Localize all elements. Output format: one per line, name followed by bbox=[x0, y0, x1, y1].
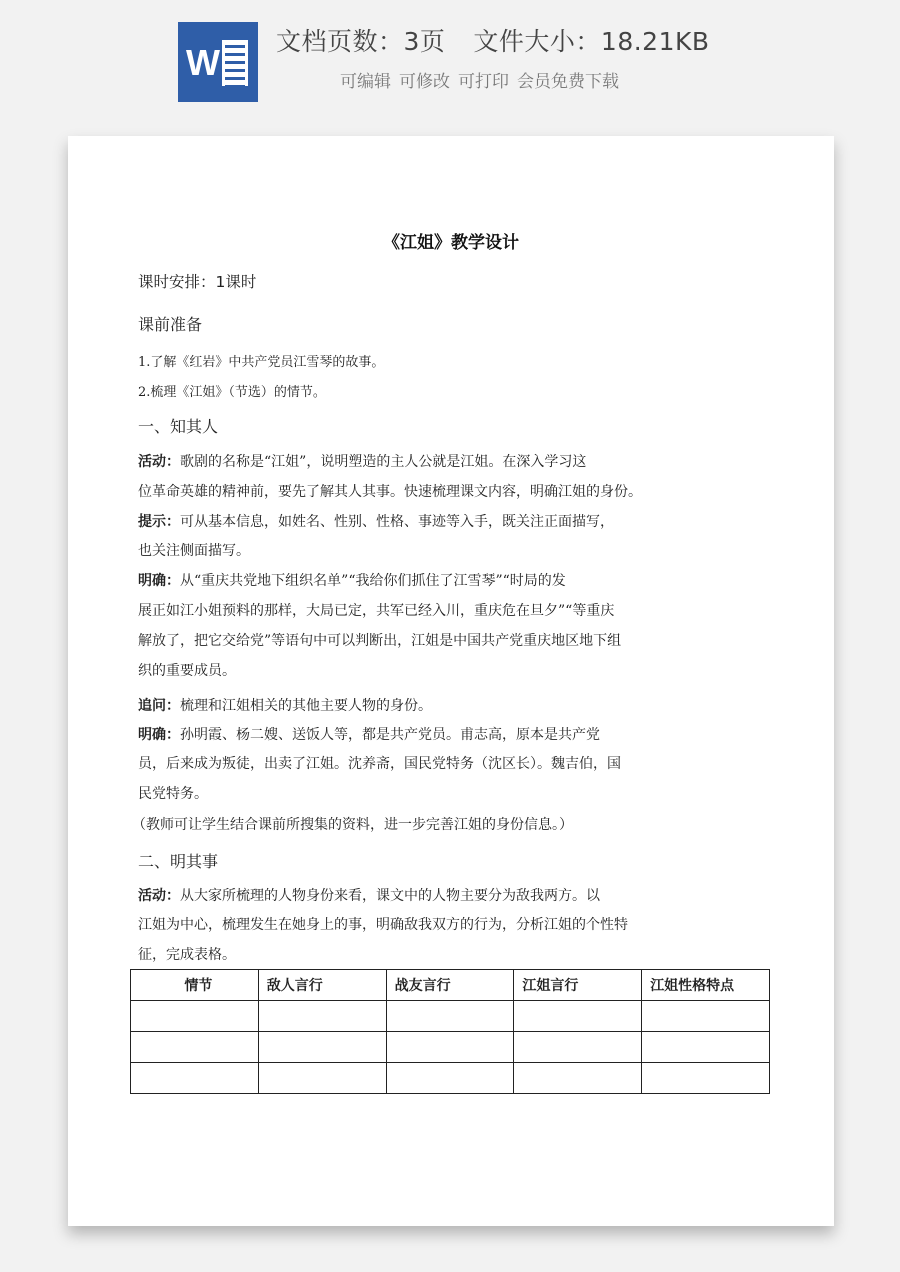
s1-activity-line-1 bbox=[138, 451, 586, 471]
col-header-jiangjie-words: 江姐言行 bbox=[514, 970, 642, 1001]
col-header-plot: 情节 bbox=[131, 970, 259, 1001]
activity-label: 活动： bbox=[138, 454, 180, 470]
col-header-character-traits: 江姐性格特点 bbox=[642, 970, 770, 1001]
paragraph-text: 从大家所梳理的人物身份来看，课文中的人物主要分为敌我两方。以 bbox=[180, 888, 600, 904]
feature-modifiable: 可修改 bbox=[399, 72, 450, 92]
document-lines-icon bbox=[222, 40, 248, 86]
table-row bbox=[131, 1001, 770, 1032]
table-cell[interactable] bbox=[642, 1032, 770, 1063]
file-size: 文件大小：18.21KB bbox=[473, 27, 710, 56]
clarify-label: 明确： bbox=[138, 727, 180, 743]
paragraph-text: 歌剧的名称是“江姐”，说明塑造的主人公就是江姐。在深入学习这 bbox=[180, 454, 587, 470]
feature-editable: 可编辑 bbox=[340, 72, 391, 92]
s1-followup-line bbox=[138, 695, 432, 715]
table-header-row bbox=[131, 970, 770, 1001]
table-row bbox=[131, 1063, 770, 1094]
word-logo-letter: W bbox=[186, 42, 220, 83]
s1-clarify2-line-3: 民党特务。 bbox=[138, 786, 208, 802]
table-cell[interactable] bbox=[514, 1063, 642, 1094]
s1-clarify-line-2: 展正如江小姐预料的那样，大局已定，共军已经入川，重庆危在旦夕”“等重庆 bbox=[138, 603, 615, 619]
followup-label: 追问： bbox=[138, 698, 180, 714]
prep-item-1: 1.了解《红岩》中共产党员江雪琴的故事。 bbox=[138, 355, 385, 370]
clarify-label: 明确： bbox=[138, 573, 180, 589]
col-header-comrade-words: 战友言行 bbox=[386, 970, 514, 1001]
s1-teacher-note: （教师可让学生结合课前所搜集的资料，进一步完善江姐的身份信息。） bbox=[132, 817, 573, 833]
table-cell[interactable] bbox=[131, 1032, 259, 1063]
s1-hint-line-2: 也关注侧面描写。 bbox=[138, 543, 250, 559]
paragraph-text: 梳理和江姐相关的其他主要人物的身份。 bbox=[180, 698, 432, 714]
s1-clarify2-line-1 bbox=[138, 724, 600, 744]
hint-label: 提示： bbox=[138, 514, 180, 530]
file-info-line bbox=[276, 22, 710, 58]
class-schedule: 课时安排：1课时 bbox=[138, 273, 257, 291]
table-cell[interactable] bbox=[386, 1032, 514, 1063]
s2-activity-line-1 bbox=[138, 885, 600, 905]
table-cell[interactable] bbox=[131, 1063, 259, 1094]
table-cell[interactable] bbox=[131, 1001, 259, 1032]
table-cell[interactable] bbox=[514, 1001, 642, 1032]
paragraph-text: 可从基本信息，如姓名、性别、性格、事迹等入手，既关注正面描写， bbox=[180, 514, 614, 530]
table-row bbox=[131, 1032, 770, 1063]
activity-label: 活动： bbox=[138, 888, 180, 904]
word-document-icon bbox=[178, 22, 258, 102]
section-1-heading: 一、知其人 bbox=[138, 417, 219, 436]
document-title: 《江姐》教学设计 bbox=[383, 233, 519, 253]
paragraph-text: 从“重庆共党地下组织名单”“我给你们抓住了江雪琴”“时局的发 bbox=[180, 573, 566, 589]
table-cell[interactable] bbox=[514, 1032, 642, 1063]
document-page bbox=[68, 136, 834, 1226]
feature-list bbox=[340, 67, 619, 92]
page-count: 文档页数：3页 bbox=[276, 27, 446, 56]
s1-clarify-line-4: 织的重要成员。 bbox=[138, 663, 236, 679]
prep-heading: 课前准备 bbox=[138, 315, 203, 334]
table-cell[interactable] bbox=[386, 1001, 514, 1032]
s1-clarify-line-3: 解放了，把它交给党”等语句中可以判断出，江姐是中国共产党重庆地区地下组 bbox=[138, 633, 622, 649]
s1-clarify-line-1 bbox=[138, 570, 566, 590]
feature-member-download: 会员免费下载 bbox=[517, 72, 619, 92]
table-cell[interactable] bbox=[258, 1063, 386, 1094]
table-cell[interactable] bbox=[642, 1001, 770, 1032]
plot-analysis-table bbox=[130, 969, 770, 1094]
table-cell[interactable] bbox=[258, 1001, 386, 1032]
s2-activity-line-3: 征，完成表格。 bbox=[138, 947, 236, 963]
table-cell[interactable] bbox=[386, 1063, 514, 1094]
document-info-header bbox=[0, 0, 900, 130]
s2-activity-line-2: 江姐为中心，梳理发生在她身上的事，明确敌我双方的行为，分析江姐的个性特 bbox=[138, 917, 628, 933]
paragraph-text: 孙明霞、杨二嫂、送饭人等，都是共产党员。甫志高，原本是共产党 bbox=[180, 727, 600, 743]
prep-item-2: 2.梳理《江姐》（节选）的情节。 bbox=[138, 385, 326, 400]
col-header-enemy-words: 敌人言行 bbox=[258, 970, 386, 1001]
table-cell[interactable] bbox=[258, 1032, 386, 1063]
s1-activity-line-2: 位革命英雄的精神前，要先了解其人其事。快速梳理课文内容，明确江姐的身份。 bbox=[138, 484, 642, 500]
s1-clarify2-line-2: 员，后来成为叛徒，出卖了江姐。沈养斋，国民党特务（沈区长）。魏吉伯，国 bbox=[138, 756, 621, 772]
table-cell[interactable] bbox=[642, 1063, 770, 1094]
section-2-heading: 二、明其事 bbox=[138, 852, 219, 871]
s1-hint-line-1 bbox=[138, 511, 614, 531]
feature-printable: 可打印 bbox=[458, 72, 509, 92]
